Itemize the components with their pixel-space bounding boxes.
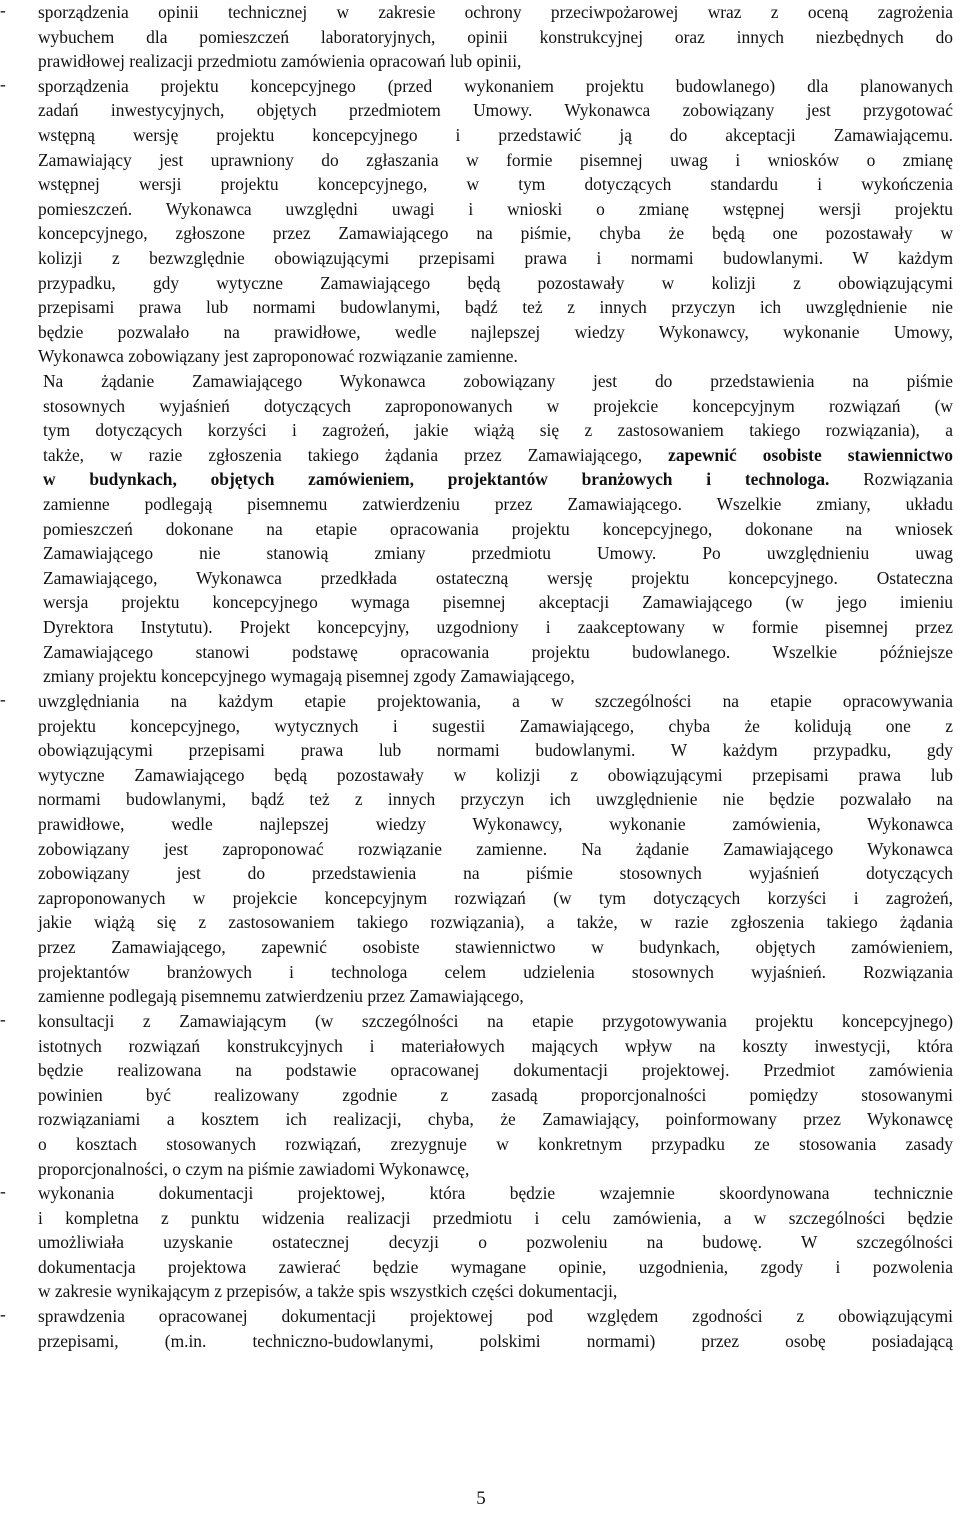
text-line: wstępną wersję projektu koncepcyjnego i przedstawić ją do akceptacji Zamawiającemu. — [38, 124, 953, 145]
text-line: tym dotyczących korzyści i zagrożeń, jakie wiążą się z zastosowaniem takiego rozwiązania), a — [43, 420, 953, 441]
text-line: obowiązującymi przepisami prawa lub normami budowlanymi. W każdym przypadku, gdy — [38, 740, 953, 761]
list-dash: - — [0, 1009, 6, 1029]
text-line: zobowiązany jest do przedstawienia na piśmie stosownych wyjaśnień dotyczących — [38, 863, 953, 884]
text-line: zadań inwestycyjnych, objętych przedmiotem Umowy. Wykonawca zobowiązany jest przygotować — [38, 100, 953, 121]
text-line — [43, 443, 953, 468]
text-line: Zamawiający jest uprawniony do zgłaszania w formie pisemnej uwag i wniosków o zmianę — [38, 149, 953, 170]
list-dash: - — [0, 73, 6, 94]
text-line: sprawdzenia opracowanej dokumentacji projektowej pod względem zgodności z obowiązującymi — [38, 1306, 953, 1326]
text-line: pomieszczeń dokonane na etapie opracowania projektu koncepcyjnego, dokonane na wniosek — [43, 518, 953, 539]
text-line: wersja projektu koncepcyjnego wymaga pisemnej akceptacji Zamawiającego (w jego imieniu — [43, 592, 953, 613]
list-item — [0, 1009, 960, 1181]
text-line: konsultacji z Zamawiającym (w szczególności na etapie przygotowywania projektu koncepcyjnego) — [38, 1011, 953, 1031]
text-line: jakie wiążą się z zastosowaniem takiego rozwiązania), a także, w razie zgłoszenia takiego żądania — [38, 912, 953, 933]
text-fragment: także, w razie zgłoszenia takiego żądania przez Zamawiającego, — [43, 444, 669, 465]
list-item — [0, 1181, 960, 1304]
text-line: normami budowlanymi, bądź też z innych przyczyn ich uwzględnienie nie będzie pozwalało na — [38, 789, 953, 810]
text-line: Zamawiającego stanowi podstawę opracowania projektu budowlanego. Wszelkie późniejsze — [43, 641, 953, 662]
text-line: wybuchem dla pomieszczeń laboratoryjnych, opinii konstrukcyjnej oraz innych niezbędnych do — [38, 26, 953, 47]
text-line: rozwiązaniami a kosztem ich realizacji, chyba, że Zamawiający, poinformowany przez Wykonawcę — [38, 1109, 953, 1130]
text-line: przypadku, gdy wytyczne Zamawiającego będą pozostawały w kolizji z obowiązującymi — [38, 272, 953, 293]
text-line: wstępnej wersji projektu koncepcyjnego, w tym dotyczących standardu i wykończenia — [38, 174, 953, 195]
text-line: stosownych wyjaśnień dotyczących zaproponowanych w projekcie koncepcyjnym rozwiązań (w — [43, 395, 953, 416]
text-line: Na żądanie Zamawiającego Wykonawca zobowiązany jest do przedstawienia na piśmie — [43, 371, 953, 391]
list-dash: - — [0, 0, 6, 20]
paragraph — [0, 369, 960, 689]
text-line: sporządzenia opinii technicznej w zakresie ochrony przeciwpożarowej wraz z oceną zagrożenia — [38, 2, 953, 22]
text-line: powinien być realizowany zgodnie z zasadą proporcjonalności pomiędzy stosowanymi — [38, 1084, 953, 1105]
list-dash: - — [0, 689, 6, 709]
list-dash: - — [0, 1304, 6, 1324]
text-line: Zamawiającego, Wykonawca przedkłada ostateczną wersję projektu koncepcyjnego. Ostateczna — [43, 567, 953, 588]
text-line: dokumentacja projektowa zawierać będzie wymagane opinie, uzgodnienia, zgody i pozwolenia — [38, 1256, 953, 1277]
text-line: kolizji z bezwzględnie obowiązującymi przepisami prawa i normami budowlanymi. W każdym — [38, 247, 953, 268]
text-fragment: Rozwiązania — [863, 469, 953, 490]
text-line: zobowiązany jest zaproponować rozwiązanie zamienne. Na żądanie Zamawiającego Wykonawca — [38, 838, 953, 859]
page-number: 5 — [476, 1488, 486, 1509]
bold-text: w budynkach, objętych zamówieniem, projektantów branżowych i technologa. — [43, 469, 830, 490]
text-line: zaproponowanych w projekcie koncepcyjnym rozwiązań (w tym dotyczących korzyści i zagrożeń, — [38, 887, 953, 908]
text-line: Wykonawca zobowiązany jest zaproponować rozwiązanie zamienne. — [38, 346, 518, 367]
text-line: prawidłowej realizacji przedmiotu zamówienia opracowań lub opinii, — [38, 51, 522, 72]
bold-text: zapewnić osobiste stawiennictwo — [668, 444, 953, 465]
text-line: zamienne podlegają pisemnemu zatwierdzeniu przez Zamawiającego. Wszelkie zmiany, układu — [43, 493, 953, 514]
text-line: Dyrektora Instytutu). Projekt koncepcyjny, uzgodniony i zaakceptowany w formie pisemnej przez — [43, 616, 953, 637]
text-line: w zakresie wynikającym z przepisów, a także spis wszystkich części dokumentacji, — [38, 1281, 618, 1302]
text-line: umożliwiała uzyskanie ostatecznej decyzji o pozwoleniu na budowę. W szczególności — [38, 1232, 953, 1253]
text-line: zmiany projektu koncepcyjnego wymagają pisemnej zgody Zamawiającego, — [43, 666, 575, 687]
text-line: uwzględniania na każdym etapie projektowania, a w szczególności na etapie opracowywania — [38, 691, 953, 711]
list-item — [0, 0, 960, 74]
text-line: zamienne podlegają pisemnemu zatwierdzeniu przez Zamawiającego, — [38, 986, 524, 1007]
text-line: pomieszczeń. Wykonawca uwzględni uwagi i wnioski o zmianę wstępnej wersji projektu — [38, 198, 953, 219]
text-line: będzie pozwalało na prawidłowe, wedle najlepszej wiedzy Wykonawcy, wykonanie Umowy, — [38, 321, 953, 342]
text-line — [43, 467, 953, 492]
text-line: wykonania dokumentacji projektowej, która będzie wzajemnie skoordynowana technicznie — [38, 1183, 953, 1203]
list-item — [0, 1304, 960, 1353]
list-item — [0, 689, 960, 1009]
text-line: i kompletna z punktu widzenia realizacji przedmiotu i celu zamówienia, a w szczególności będzie — [38, 1207, 953, 1228]
text-line: sporządzenia projektu koncepcyjnego (przed wykonaniem projektu budowlanego) dla planowanych — [38, 75, 953, 96]
text-line: o kosztach stosowanych rozwiązań, zrezygnuje w konkretnym przypadku ze stosowania zasady — [38, 1133, 953, 1154]
text-line: wytyczne Zamawiającego będą pozostawały w kolizji z obowiązującymi przepisami prawa lub — [38, 764, 953, 785]
text-line: istotnych rozwiązań konstrukcyjnych i materiałowych mających wpływ na koszty inwestycji, która — [38, 1035, 953, 1056]
text-line: przez Zamawiającego, zapewnić osobiste stawiennictwo w budynkach, objętych zamówieniem, — [38, 936, 953, 957]
text-line: Zamawiającego nie stanowią zmiany przedmiotu Umowy. Po uwzględnieniu uwag — [43, 543, 953, 564]
text-line: projektantów branżowych i technologa celem udzielenia stosownych wyjaśnień. Rozwiązania — [38, 961, 953, 982]
text-line: projektu koncepcyjnego, wytycznych i sugestii Zamawiającego, chyba że kolidują one z — [38, 715, 953, 736]
text-line: koncepcyjnego, zgłoszone przez Zamawiającego na piśmie, chyba że będą one pozostawały w — [38, 223, 953, 244]
text-line: prawidłowe, wedle najlepszej wiedzy Wykonawcy, wykonanie zamówienia, Wykonawca — [38, 813, 953, 834]
text-line: przepisami prawa lub normami budowlanymi, bądź też z innych przyczyn ich uwzględnienie nie — [38, 297, 953, 318]
text-line: proporcjonalności, o czym na piśmie zawiadomi Wykonawcę, — [38, 1158, 470, 1179]
text-line: przepisami, (m.in. techniczno-budowlanymi, polskimi normami) przez osobę posiadającą — [38, 1330, 953, 1351]
text-line: będzie realizowana na podstawie opracowanej dokumentacji projektowej. Przedmiot zamówienia — [38, 1060, 953, 1081]
list-dash: - — [0, 1181, 6, 1201]
list-item — [0, 74, 960, 369]
